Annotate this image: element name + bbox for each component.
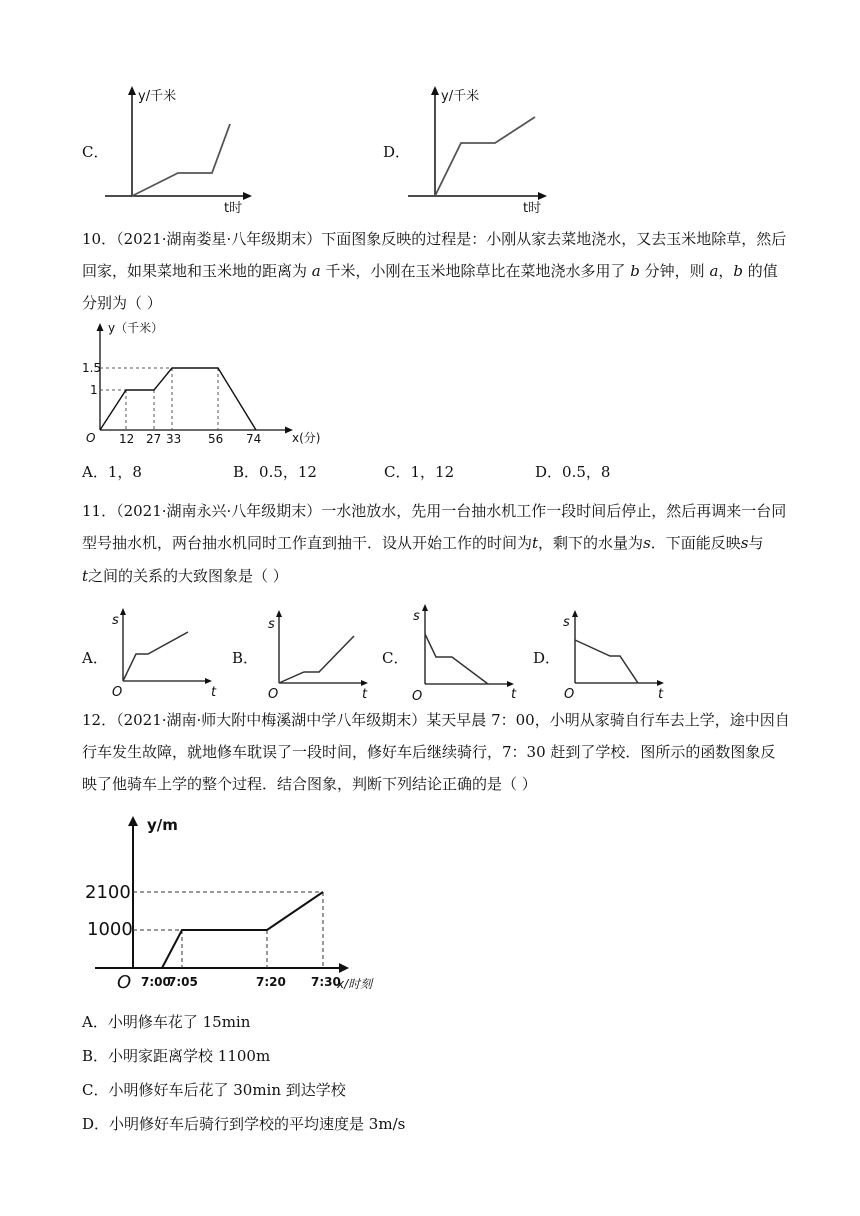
y-axis-label: y（千米） — [108, 321, 164, 335]
q10-stem-line1: 10．（2021·湖南娄星·八年级期末）下面图象反映的过程是：小刚从家去菜地浇水，又去玉米地除草，然后 — [82, 230, 787, 248]
q11-stem-line3: t之间的关系的大致图象是（ ） — [82, 567, 288, 585]
xtick-74: 74 — [246, 432, 262, 446]
y-axis-arrow — [128, 86, 136, 95]
ytick-2100: 2100 — [85, 882, 131, 903]
q10-graph — [78, 318, 338, 453]
y-axis-arrow — [572, 610, 578, 617]
x-axis-arrow — [339, 963, 349, 973]
y-axis-label: s — [413, 609, 420, 624]
q11-option-d-label: D． — [533, 649, 561, 667]
y-axis-label: s — [563, 615, 570, 630]
x-axis-label: t — [658, 687, 664, 702]
ytick-1: 1 — [90, 383, 98, 397]
q11-option-a-graph — [108, 606, 228, 702]
q12-stem-line2: 行车发生故障，就地修车耽误了一段时间，修好车后继续骑行，7：30 赶到了学校．图所示的函数图象反 — [82, 743, 776, 761]
x-axis-arrow — [243, 192, 252, 200]
q12-stem-line1: 12．（2021·湖南·师大附中梅溪湖中学八年级期末）某天早晨 7：00，小明从家骑自行车去上学，途中因自 — [82, 711, 790, 729]
q10-option-b: B．0.5，12 — [233, 463, 317, 481]
y-axis-arrow — [120, 608, 126, 615]
y-axis-arrow — [422, 604, 428, 611]
graph-line — [123, 632, 188, 681]
x-axis-label: t时 — [523, 201, 542, 216]
origin-label: O — [412, 689, 423, 704]
y-axis-arrow — [97, 323, 104, 331]
x-axis-label: x(分) — [292, 431, 321, 445]
y-axis-arrow — [128, 816, 138, 826]
xtick-7-20: 7:20 — [256, 975, 286, 989]
x-axis-arrow — [538, 192, 547, 200]
q9-option-d-graph — [403, 82, 563, 216]
q11-option-b-label: B． — [232, 649, 259, 667]
q11-stem-line2: 型号抽水机，两台抽水机同时工作直到抽干．设从开始工作的时间为t，剩下的水量为s．下面能反映s与 — [82, 534, 764, 552]
origin-label: O — [268, 687, 279, 702]
q11-option-c-graph — [410, 600, 530, 704]
origin-label: O — [564, 687, 575, 702]
q12-option-a: A．小明修车花了 15min — [82, 1013, 251, 1031]
q11-option-b-graph — [264, 606, 384, 702]
y-axis-arrow — [431, 86, 439, 95]
graph-line — [425, 634, 488, 684]
q11-stem-line1: 11．（2021·湖南永兴·八年级期末）一水池放水，先用一台抽水机工作一段时间后停止，然后再调来一台同 — [82, 502, 787, 520]
x-axis-arrow — [361, 680, 368, 686]
y-axis-label: y/千米 — [138, 89, 177, 104]
origin-label: O — [86, 431, 96, 445]
q11-option-c-label: C． — [382, 649, 409, 667]
origin-label: O — [112, 685, 123, 700]
graph-line — [575, 640, 638, 683]
graph-line — [435, 117, 535, 196]
graph-line — [132, 124, 230, 196]
ytick-1000: 1000 — [87, 919, 133, 940]
xtick-7-00: 7:00 — [141, 975, 171, 989]
q10-option-a: A．1，8 — [82, 463, 142, 481]
q10-option-c: C．1，12 — [384, 463, 455, 481]
x-axis-label: x/时刻 — [337, 977, 373, 991]
q12-option-d: D．小明修好车后骑行到学校的平均速度是 3m/s — [82, 1115, 406, 1133]
q9-option-c-graph — [100, 82, 260, 216]
q10-option-d: D．0.5，8 — [535, 463, 611, 481]
y-axis-label: s — [268, 617, 275, 632]
graph-line — [279, 636, 354, 683]
y-axis-arrow — [276, 610, 282, 617]
graph-line — [100, 368, 256, 430]
q11-option-d-graph — [560, 606, 680, 702]
q11-option-a-label: A． — [82, 649, 108, 667]
x-axis-label: t — [511, 687, 517, 702]
graph-line — [162, 892, 323, 968]
q9-option-d-label: D． — [383, 143, 411, 161]
q10-stem-line2: 回家，如果菜地和玉米地的距离为 a 千米，小刚在玉米地除草比在菜地浇水多用了 b 分钟，则 a，b 的值 — [82, 262, 778, 280]
q12-option-b: B．小明家距离学校 1100m — [82, 1047, 271, 1065]
x-axis-arrow — [657, 680, 664, 686]
q9-option-c-label: C． — [82, 143, 109, 161]
q12-option-c: C．小明修好车后花了 30min 到达学校 — [82, 1081, 346, 1099]
guide-lines — [100, 368, 218, 430]
y-axis-label: y/m — [147, 816, 178, 834]
x-axis-label: t — [362, 687, 368, 702]
q10-stem-line3: 分别为（ ） — [82, 294, 162, 312]
origin-label: O — [117, 972, 132, 993]
ytick-1-5: 1.5 — [82, 361, 102, 375]
xtick-27: 27 — [146, 432, 162, 446]
x-axis-label: t时 — [224, 201, 243, 216]
xtick-56: 56 — [208, 432, 224, 446]
xtick-7-05: 7:05 — [168, 975, 198, 989]
q12-graph — [85, 808, 405, 998]
xtick-12: 12 — [119, 432, 135, 446]
xtick-33: 33 — [166, 432, 182, 446]
xtick-7-30: 7:30 — [311, 975, 341, 989]
x-axis-arrow — [205, 678, 212, 684]
q12-stem-line3: 映了他骑车上学的整个过程．结合图象，判断下列结论正确的是（ ） — [82, 775, 537, 793]
y-axis-label: s — [112, 613, 119, 628]
y-axis-label: y/千米 — [441, 89, 480, 104]
x-axis-label: t — [211, 685, 217, 700]
